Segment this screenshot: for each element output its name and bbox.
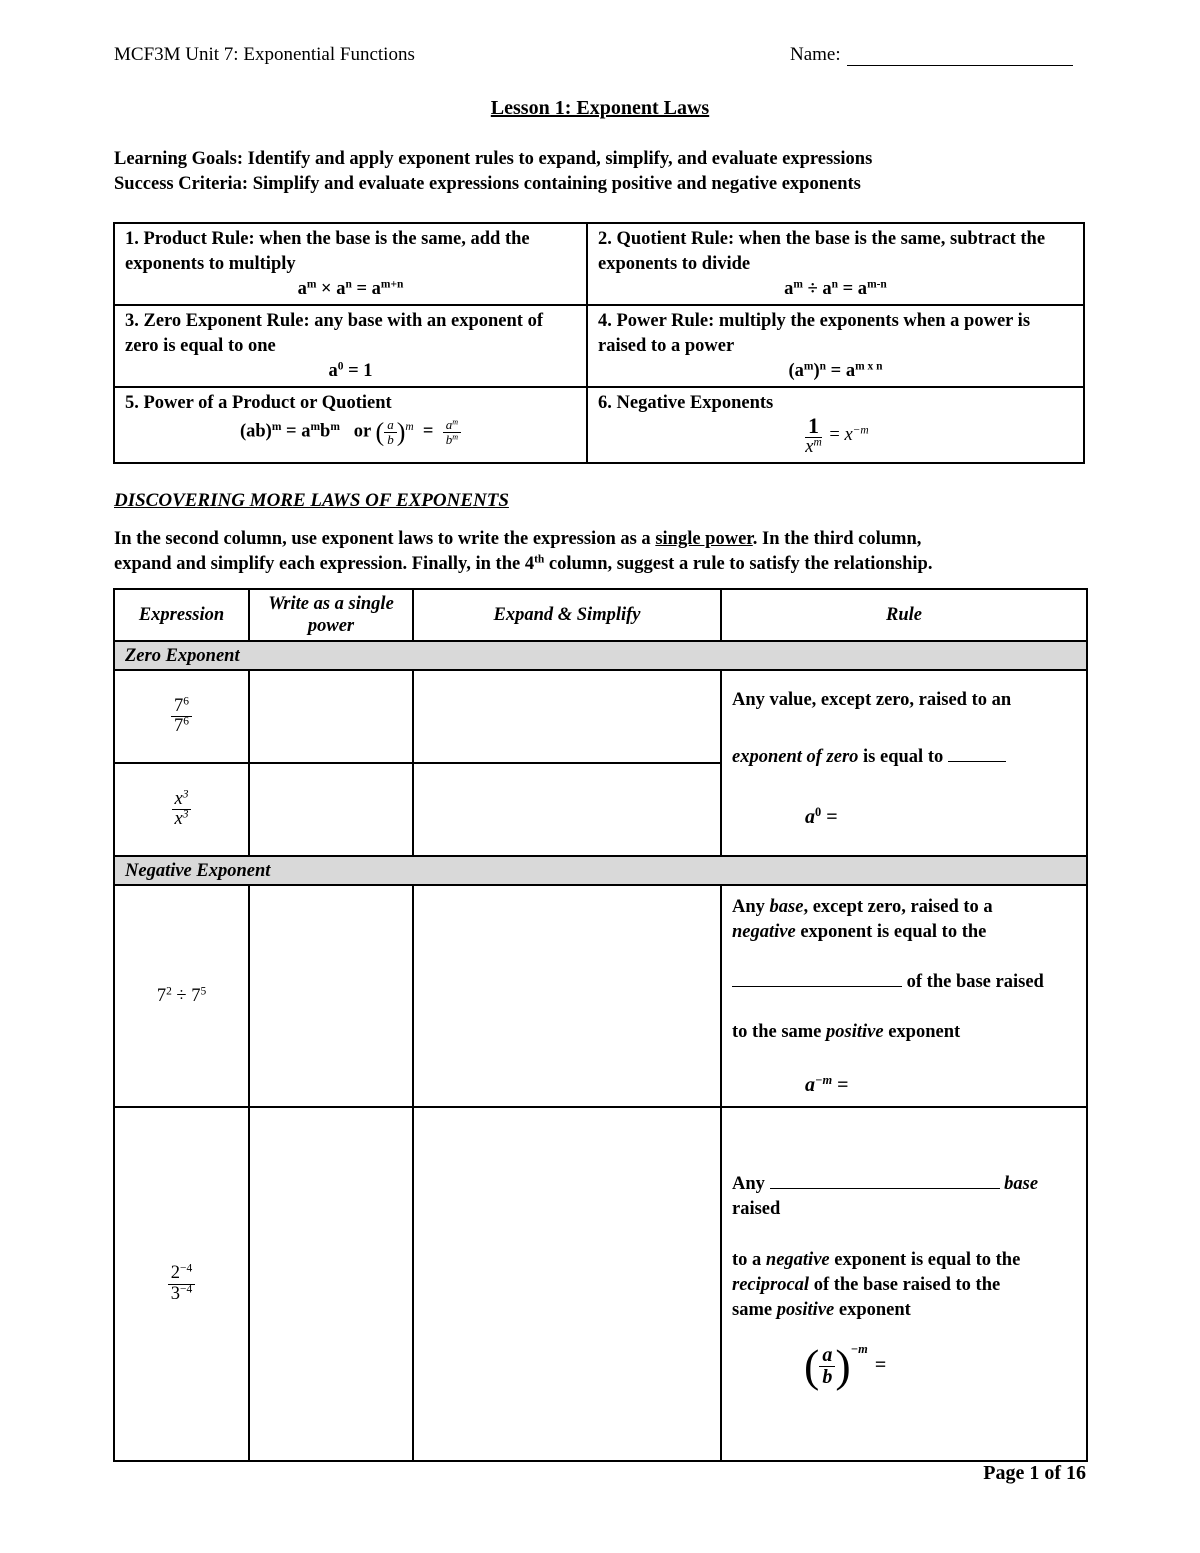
zero-exponent-rule [721, 670, 1087, 856]
table-row [114, 1107, 1087, 1461]
negative-exponent-heading: 6. Negative Exponents [598, 393, 774, 413]
answer-single-power[interactable] [249, 885, 413, 1107]
neg-rule1-line2: negative exponent is equal to the [732, 922, 987, 942]
header-single-power: Write as a single power [249, 589, 413, 641]
zero-rule-formula: $a^0$ = [805, 805, 838, 828]
power-of-product-formula: $(ab)^m = a^mb^m$ or ( $\frac{a}{b}$ )$^m$ = $\frac{a^m}{b^m}$ [125, 418, 576, 446]
section-title: DISCOVERING MORE LAWS OF EXPONENTS [114, 490, 509, 511]
zero-exponent-rule-formula: $a^0 = 1$ [328, 360, 373, 381]
neg-rule1-line4: to the same positive exponent [732, 1022, 961, 1042]
discovery-table [113, 588, 1088, 1462]
name-field[interactable] [790, 44, 1073, 66]
name-blank[interactable] [847, 47, 1073, 66]
power-of-product-heading: 5. Power of a Product or Quotient [125, 393, 392, 413]
neg-rule1-formula: $a^{-m}$ = [805, 1073, 849, 1096]
page-number: Page 1 of 16 [983, 1462, 1086, 1484]
answer-single-power[interactable] [249, 1107, 413, 1461]
power-rule-heading: 4. Power Rule: multiply the exponents when a power is raised to a power [598, 311, 1031, 356]
answer-single-power[interactable] [249, 763, 413, 856]
negative-exponent-rule-cell [587, 387, 1084, 463]
neg-rule2-line1: Any base raised [732, 1174, 1039, 1219]
neg-rule2-formula: ( $\frac{a}{b}$ )$^{-m}$ = [804, 1340, 887, 1391]
negative-exponent-label: Negative Exponent [114, 856, 1087, 885]
negative-exponent-rule [721, 885, 1087, 1107]
quotient-rule-cell [587, 223, 1084, 305]
name-label: Name: [790, 44, 841, 65]
power-of-product-rule-cell [114, 387, 587, 463]
neg-rule2-line3: reciprocal of the base raised to the [732, 1275, 1001, 1295]
quotient-rule-heading: 2. Quotient Rule: when the base is the same, subtract the exponents to divide [598, 229, 1046, 274]
header-expression: Expression [114, 589, 249, 641]
header-rule: Rule [721, 589, 1087, 641]
neg-rule2-blank[interactable] [770, 1172, 1000, 1189]
neg-rule1-blank[interactable] [732, 970, 902, 987]
exponent-rules-table [113, 222, 1085, 464]
expression-x-3-over-x-3: $\frac{x^3}{x^3}$ [114, 763, 249, 856]
negative-exponent-formula: $\frac{1}{x^m}$ = $x^{-m}$ [805, 413, 869, 458]
zero-rule-line2: exponent of zero is equal to [732, 745, 1076, 768]
success-criteria: Success Criteria: Simplify and evaluate expressions containing positive and negative exponents [114, 174, 861, 194]
expression-2-neg4-over-3-neg4: $\frac{2^{-4}}{3^{-4}}$ [114, 1107, 249, 1461]
negative-exponent-band [114, 856, 1087, 885]
learning-goals: Learning Goals: Identify and apply exponent rules to expand, simplify, and evaluate expressions [114, 149, 873, 169]
neg-rule1-line3: of the base raised [732, 970, 1076, 995]
table-row [114, 885, 1087, 1107]
zero-exponent-label: Zero Exponent [114, 641, 1087, 670]
answer-single-power[interactable] [249, 670, 413, 763]
neg-rule2-line2: to a negative exponent is equal to the [732, 1250, 1021, 1270]
product-rule-formula: $a^m \times a^n = a^{m+n}$ [297, 278, 404, 299]
instructions-line1: In the second column, use exponent laws to write the expression as a single power. In the third column, [114, 529, 922, 549]
reciprocal-rule [721, 1107, 1087, 1461]
answer-expand-simplify[interactable] [413, 670, 721, 763]
zero-exponent-rule-cell [114, 305, 587, 387]
answer-expand-simplify[interactable] [413, 763, 721, 856]
power-rule-cell [587, 305, 1084, 387]
instructions-line2: expand and simplify each expression. Finally, in the 4th column, suggest a rule to satisfy the relationship. [114, 553, 933, 574]
quotient-rule-formula: $a^m \div a^n = a^{m-n}$ [784, 278, 887, 299]
zero-rule-line1: Any value, except zero, raised to an [732, 690, 1012, 710]
header-expand-simplify: Expand & Simplify [413, 589, 721, 641]
neg-rule2-line4: same positive exponent [732, 1300, 911, 1320]
zero-exponent-rule-heading: 3. Zero Exponent Rule: any base with an exponent of zero is equal to one [125, 311, 544, 356]
neg-rule1-line1: Any base, except zero, raised to a [732, 897, 993, 917]
zero-exponent-band [114, 641, 1087, 670]
answer-expand-simplify[interactable] [413, 885, 721, 1107]
lesson-title: Lesson 1: Exponent Laws [490, 97, 710, 119]
table-row [114, 670, 1087, 763]
product-rule-heading: 1. Product Rule: when the base is the same, add the exponents to multiply [125, 229, 530, 274]
product-rule-cell [114, 223, 587, 305]
answer-expand-simplify[interactable] [413, 1107, 721, 1461]
zero-rule-blank[interactable] [948, 745, 1006, 762]
expression-7-6-over-7-6: $\frac{7^6}{7^6}$ [114, 670, 249, 763]
course-title: MCF3M Unit 7: Exponential Functions [114, 44, 415, 65]
expression-7-2-div-7-5: $7^2 \div 7^5$ [114, 885, 249, 1107]
power-rule-formula: $(a^m)^n = a^{m x n}$ [788, 360, 883, 381]
